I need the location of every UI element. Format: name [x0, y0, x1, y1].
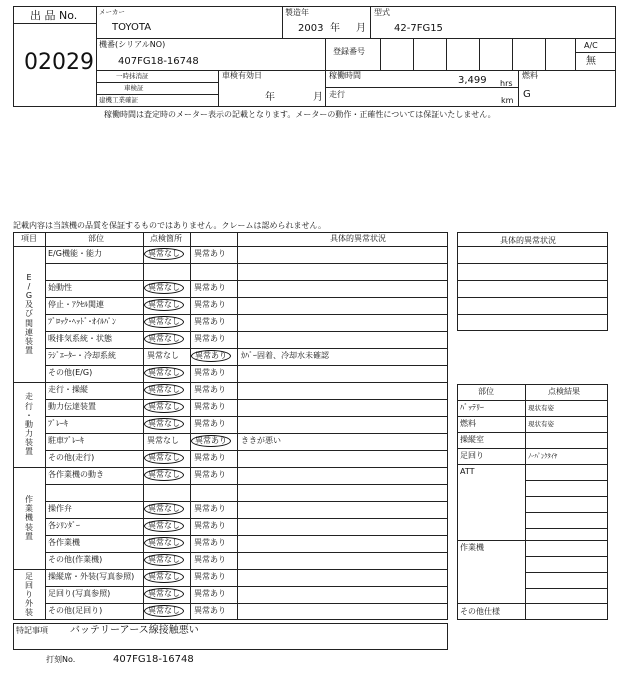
year-value: 2003: [298, 23, 324, 34]
check-normal: 異常なし: [144, 571, 184, 583]
row-part: 足回り(写真参照): [48, 589, 111, 598]
check-normal: 異常なし: [147, 436, 179, 445]
check-normal: 異常なし: [144, 605, 184, 617]
rb-att-label: ATT: [460, 467, 475, 476]
reg-label: 登録番号: [333, 47, 365, 56]
check-abnormal: 異常あり: [191, 350, 231, 362]
group-title-char: E: [26, 272, 32, 282]
check-normal: 異常なし: [144, 282, 184, 294]
table-row-line: [45, 433, 448, 434]
hours-value: 3,499: [458, 75, 487, 86]
lot-label: 出 品 No.: [30, 9, 78, 22]
group-title-char: 連: [25, 327, 33, 337]
table-row-line: [45, 535, 448, 536]
rb-sub-line: [525, 480, 608, 481]
group-title-char: 外: [25, 599, 33, 609]
rb-result: ﾉｰﾊﾟﾝｸﾀｲﾔ: [528, 452, 558, 460]
group-title-char: 行: [25, 401, 33, 411]
model-label: 型式: [374, 8, 390, 17]
group-title-char: 作: [25, 495, 33, 505]
row-part: ﾗｼﾞｴｰﾀｰ・冷却系統: [48, 351, 116, 360]
maker-value: TOYOTA: [112, 22, 152, 33]
year-label: 製造年: [285, 8, 309, 17]
table-row-line: [45, 314, 448, 315]
rb-sub-line: [525, 512, 608, 513]
temp-permit-label: 一時抹消証: [116, 72, 149, 80]
group-title-char: 置: [25, 531, 33, 541]
rb-line: [457, 464, 608, 465]
table-row-line: [45, 399, 448, 400]
mileage-label: 走行: [329, 90, 345, 99]
rb-line: [457, 448, 608, 449]
ac-label: A/C: [584, 41, 598, 50]
check-abnormal: 異常あり: [194, 589, 226, 598]
rb-other-label: その他仕様: [460, 607, 500, 616]
check-abnormal: 異常あり: [194, 555, 226, 564]
rb-work-label: 作業機: [460, 543, 484, 552]
group-title-char: /: [27, 281, 31, 291]
check-abnormal: 異常あり: [194, 249, 226, 258]
table-col-line: [143, 232, 144, 620]
table-row-line: [45, 280, 448, 281]
rb-part: 操縦室: [460, 435, 484, 444]
group-title: [13, 467, 45, 569]
ac-value: 無: [586, 56, 596, 67]
rb-line: [457, 603, 608, 604]
rb-result: 現状有姿: [528, 404, 554, 412]
check-abnormal: 異常あり: [194, 385, 226, 394]
km-unit: km: [501, 96, 514, 105]
table-row-line: [45, 484, 448, 485]
check-abnormal: 異常あり: [194, 402, 226, 411]
group-title: [13, 246, 45, 382]
right-bottom-col-line: [525, 384, 526, 620]
check-abnormal: 異常あり: [194, 538, 226, 547]
group-title-char: G: [25, 291, 33, 301]
fuel-value: G: [523, 89, 531, 100]
group-line: [13, 569, 448, 570]
group-title-char: り: [25, 589, 33, 599]
check-abnormal: 異常あり: [194, 300, 226, 309]
table-row-line: [45, 518, 448, 519]
inspection-label: 車検有効日: [222, 71, 262, 80]
group-title-char: 動: [25, 419, 33, 429]
table-header-cell: 点検箇所: [150, 234, 182, 243]
check-abnormal: 異常あり: [194, 419, 226, 428]
table-row-line: [45, 365, 448, 366]
rb-sub-line: [525, 528, 608, 529]
row-part: 走行・操縦: [48, 385, 88, 394]
row-part: その他(足回り): [48, 606, 103, 615]
table-row-line: [45, 501, 448, 502]
row-detail: ｶﾊﾞｰ固着、冷却水未確認: [241, 351, 329, 360]
row-part: 各作業機: [48, 538, 80, 547]
row-part: 始動性: [48, 283, 72, 292]
check-normal: 異常なし: [147, 351, 179, 360]
group-line: [13, 467, 448, 468]
inspection-year-unit: 年: [265, 92, 275, 103]
rb-result: 現状有姿: [528, 420, 554, 428]
row-detail: ききが悪い: [241, 436, 281, 445]
rb-sub-line: [525, 496, 608, 497]
check-normal: 異常なし: [144, 316, 184, 328]
check-abnormal: 異常あり: [194, 504, 226, 513]
check-abnormal: 異常あり: [194, 470, 226, 479]
check-abnormal: 異常あり: [194, 317, 226, 326]
right-top-header: 具体的異常状況: [500, 236, 556, 245]
vehicle-cert-label: 車検証: [124, 84, 144, 92]
disclaimer: 記載内容は当該機の品質を保証するものではありません。クレームは認められません。: [13, 221, 326, 230]
rb-header-part: 部位: [478, 387, 494, 396]
check-normal: 異常なし: [144, 384, 184, 396]
check-normal: 異常なし: [144, 248, 184, 260]
check-normal: 異常なし: [144, 299, 184, 311]
row-part: 駐車ﾌﾞﾚｰｷ: [48, 436, 84, 445]
table-row-line: [45, 586, 448, 587]
row-part: E/G機能・能力: [48, 249, 102, 258]
group-line: [13, 382, 448, 383]
check-normal: 異常なし: [144, 588, 184, 600]
inspection-month-unit: 月: [313, 92, 323, 103]
check-normal: 異常なし: [144, 469, 184, 481]
month-unit: 月: [356, 23, 366, 34]
group-title-char: 足: [25, 571, 33, 581]
serial-label: 機番(シリアルNO): [99, 40, 166, 49]
group-title-char: 業: [25, 504, 33, 514]
right-top-row-line: [457, 263, 608, 264]
group-title: [13, 569, 45, 620]
year-unit: 年: [330, 23, 340, 34]
rb-header-result: 点検結果: [548, 387, 580, 396]
check-abnormal: 異常あり: [191, 435, 231, 447]
rb-part: ﾊﾞｯﾃﾘｰ: [460, 403, 484, 412]
group-title-char: 置: [25, 447, 33, 457]
row-part: 停止・ｱｸｾﾙ関連: [48, 300, 104, 309]
rb-part: 燃料: [460, 419, 476, 428]
check-abnormal: 異常あり: [194, 606, 226, 615]
table-header-line: [13, 246, 448, 247]
check-abnormal: 異常あり: [194, 572, 226, 581]
rb-sub-line: [525, 556, 608, 557]
table-row-line: [45, 603, 448, 604]
check-abnormal: 異常あり: [194, 521, 226, 530]
row-part: 操縦席・外装(写真参照): [48, 572, 135, 581]
check-normal: 異常なし: [144, 520, 184, 532]
table-row-line: [45, 416, 448, 417]
lot-number: 02029: [24, 50, 94, 75]
right-top-row-line: [457, 246, 608, 247]
check-abnormal: 異常あり: [194, 453, 226, 462]
row-part: 動力伝達装置: [48, 402, 96, 411]
table-row-line: [45, 263, 448, 264]
check-normal: 異常なし: [144, 452, 184, 464]
table-row-line: [45, 331, 448, 332]
group-title-char: 回: [25, 580, 33, 590]
table-row-line: [45, 450, 448, 451]
row-part: 吸排気系統・状態: [48, 334, 112, 343]
group-title-char: 力: [25, 429, 33, 439]
group-title-char: ・: [25, 410, 33, 420]
group-title-char: 関: [25, 318, 33, 328]
group-title-char: び: [25, 309, 33, 319]
hours-note: 稼働時間は査定時のメーター表示の記載となります。メーターの動作・正確性については保証いたしません。: [104, 110, 496, 119]
row-part: ﾌﾞﾚｰｷ: [48, 419, 68, 428]
rb-sub-line: [525, 572, 608, 573]
row-part: 各作業機の動き: [48, 470, 104, 479]
group-title-char: 装: [25, 336, 33, 346]
group-title-char: 装: [25, 522, 33, 532]
machine-cert-label: 建機工業確証: [99, 96, 138, 104]
group-title-char: 置: [25, 346, 33, 356]
table-header-cell: 部位: [88, 234, 104, 243]
check-normal: 異常なし: [144, 333, 184, 345]
serial-value: 407FG18-16748: [118, 56, 199, 67]
row-part: 各ｼﾘﾝﾀﾞｰ: [48, 521, 80, 530]
rb-part: 足回り: [460, 451, 484, 460]
hours-unit: hrs: [500, 79, 513, 88]
rb-line: [457, 400, 608, 401]
stamp-value: 407FG18-16748: [113, 654, 194, 665]
row-part: その他(E/G): [48, 368, 93, 377]
table-col-line: [237, 232, 238, 620]
row-part: その他(走行): [48, 453, 95, 462]
table-header-cell: 項目: [21, 234, 37, 243]
table-col-line: [190, 232, 191, 620]
right-top-row-line: [457, 314, 608, 315]
rb-line: [457, 416, 608, 417]
table-row-line: [45, 348, 448, 349]
row-part: 操作弁: [48, 504, 72, 513]
check-abnormal: 異常あり: [194, 368, 226, 377]
check-abnormal: 異常あり: [194, 283, 226, 292]
check-normal: 異常なし: [144, 418, 184, 430]
group-title-char: 装: [25, 608, 33, 618]
stamp-label: 打刻No.: [46, 655, 76, 664]
fuel-label: 燃料: [522, 71, 538, 80]
check-abnormal: 異常あり: [194, 334, 226, 343]
right-top-row-line: [457, 280, 608, 281]
table-header-cell: 具体的異常状況: [330, 234, 386, 243]
row-part: ﾌﾞﾛｯｸ･ﾍｯﾄﾞ･ｵｲﾙﾊﾟﾝ: [48, 317, 116, 326]
hours-label: 稼働時間: [329, 71, 361, 80]
rb-line: [457, 540, 608, 541]
rb-sub-line: [525, 588, 608, 589]
group-title: [13, 382, 45, 467]
group-title-char: 機: [25, 513, 33, 523]
table-row-line: [45, 552, 448, 553]
special-label: 特記事項: [16, 626, 48, 635]
maker-label: メーカー: [99, 8, 125, 16]
check-normal: 異常なし: [144, 367, 184, 379]
row-part: その他(作業機): [48, 555, 103, 564]
model-value: 42-7FG15: [394, 23, 443, 34]
check-normal: 異常なし: [144, 401, 184, 413]
check-normal: 異常なし: [144, 554, 184, 566]
right-top-row-line: [457, 297, 608, 298]
rb-line: [457, 432, 608, 433]
table-col-line: [45, 232, 46, 620]
special-value: バッテリーアース線接触悪い: [70, 625, 199, 636]
group-title-char: 走: [25, 392, 33, 402]
check-normal: 異常なし: [144, 537, 184, 549]
group-title-char: 装: [25, 438, 33, 448]
table-row-line: [45, 297, 448, 298]
check-normal: 異常なし: [144, 503, 184, 515]
group-title-char: 及: [25, 300, 33, 310]
